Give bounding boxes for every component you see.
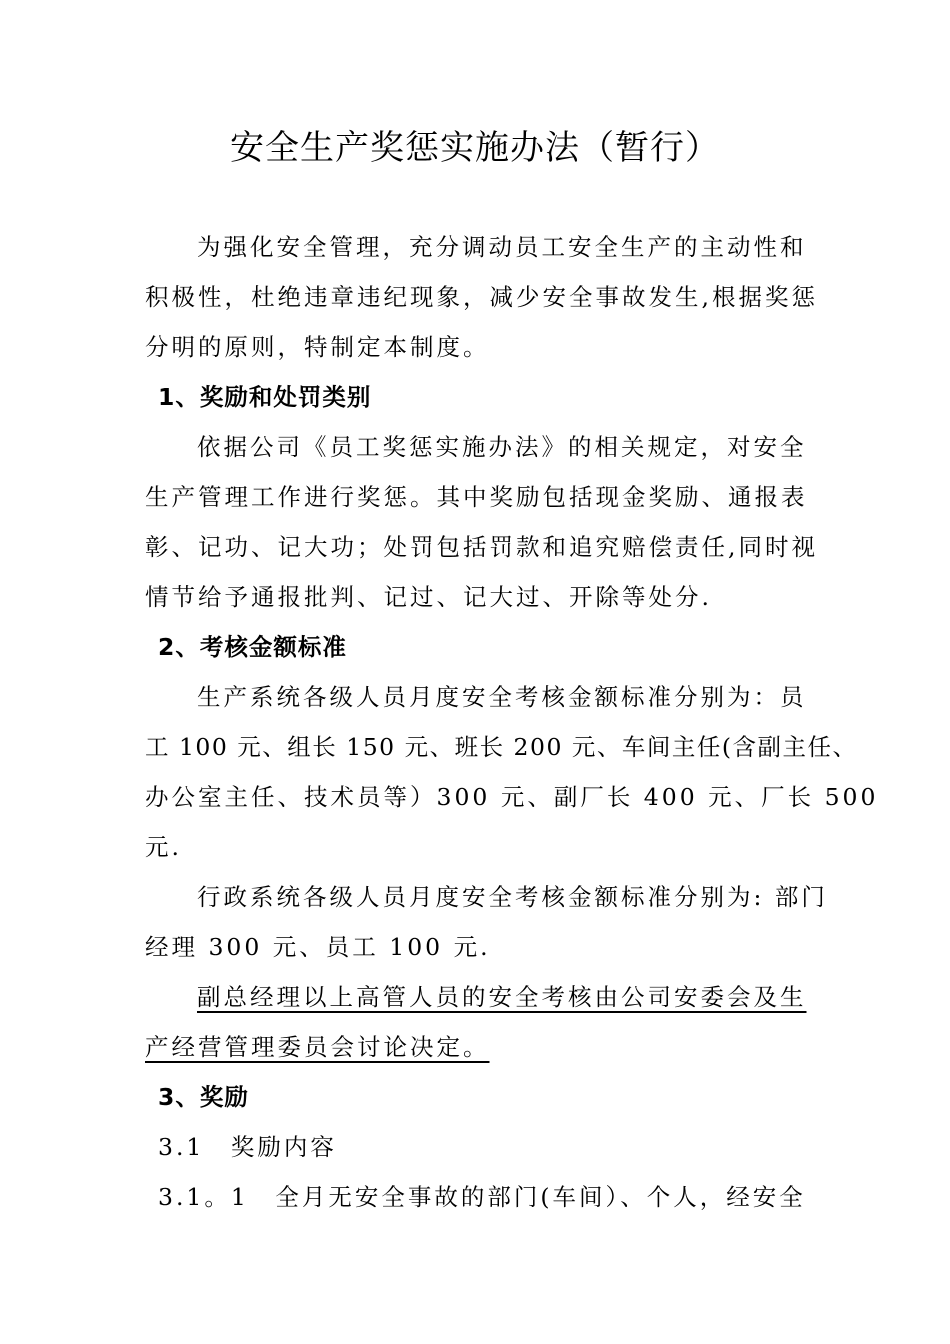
intro-line-3: 分明的原则，特制定本制度。: [145, 333, 490, 361]
document-title: 安全生产奖惩实施办法（暂行）: [230, 128, 720, 168]
intro-line-2: 积极性，杜绝违章违纪现象，减少安全事故发生,根据奖惩: [145, 283, 818, 311]
section-1-line-1: 依据公司《员工奖惩实施办法》的相关规定，对安全: [197, 433, 807, 461]
section-1-line-4: 情节给予通报批判、记过、记大过、开除等处分.: [145, 583, 712, 611]
section-2-para-1-line-3: 办公室主任、技术员等）300 元、副厂长 400 元、厂长 500: [145, 783, 879, 811]
section-2-para-3-line-1: 副总经理以上高管人员的安全考核由公司安委会及生: [197, 983, 807, 1011]
section-1-line-3: 彰、记功、记大功；处罚包括罚款和追究赔偿责任,同时视: [145, 533, 818, 561]
section-2-para-1-line-4: 元.: [145, 833, 182, 861]
section-2-para-1-line-1: 生产系统各级人员月度安全考核金额标准分别为：员: [197, 683, 807, 711]
section-2-para-3-line-2: 产经营管理委员会讨论决定。: [145, 1033, 490, 1061]
section-2-para-2-line-2: 经理 300 元、员工 100 元.: [145, 933, 491, 961]
section-1-heading: 1、奖励和处罚类别: [158, 383, 372, 411]
section-2-heading: 2、考核金额标准: [158, 633, 347, 661]
section-2-para-2-line-1: 行政系统各级人员月度安全考核金额标准分别为: 部门: [197, 883, 828, 911]
section-3-subheading: 3.1 奖励内容: [158, 1133, 337, 1161]
section-2-para-1-line-2: 工 100 元、组长 150 元、班长 200 元、车间主任(含副主任、: [145, 733, 858, 761]
section-1-line-2: 生产管理工作进行奖惩。其中奖励包括现金奖励、通报表: [145, 483, 808, 511]
intro-line-1: 为强化安全管理，充分调动员工安全生产的主动性和: [197, 233, 807, 261]
section-3-item-1: 3.1。1 全月无安全事故的部门(车间）、个人，经安全: [158, 1183, 806, 1211]
section-3-heading: 3、奖励: [158, 1083, 249, 1111]
